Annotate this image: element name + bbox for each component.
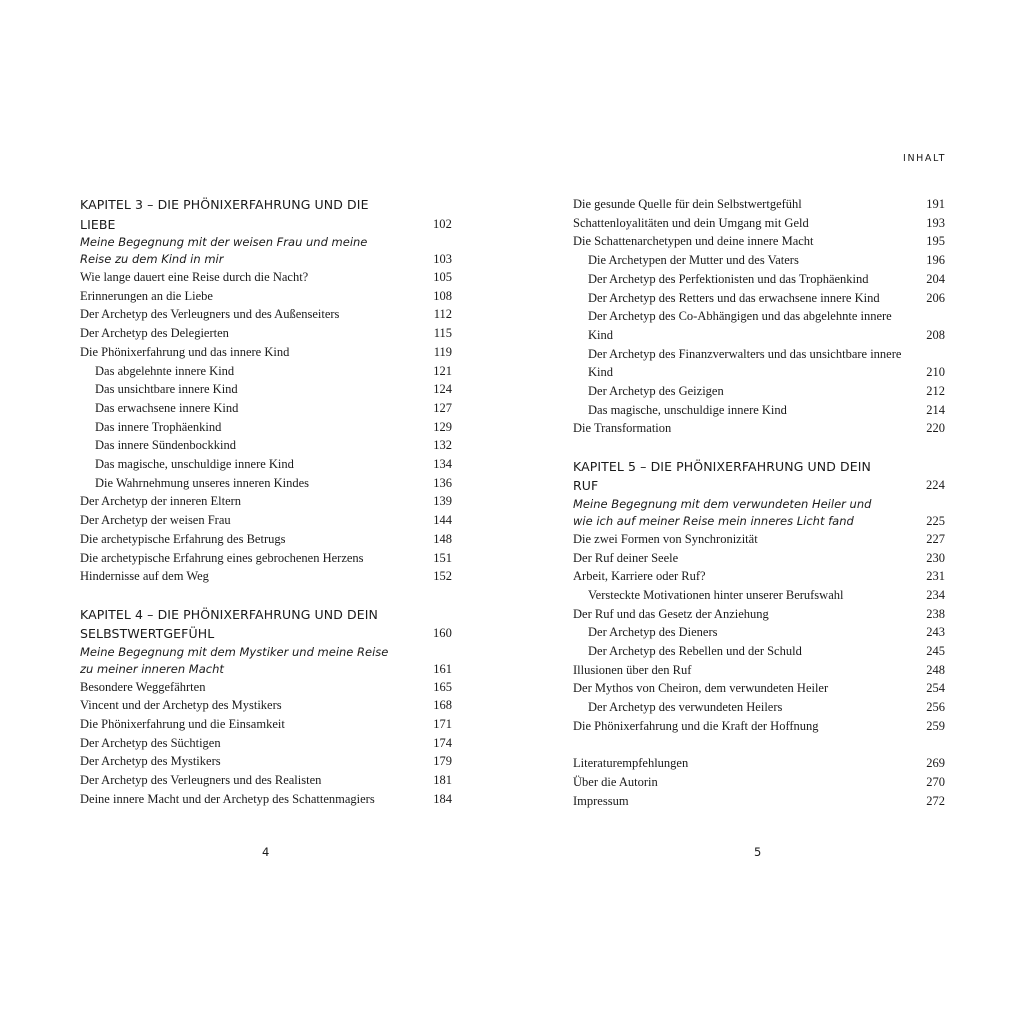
chapter-subtitle[interactable] xyxy=(80,644,452,678)
entry-title: Die Transformation xyxy=(573,421,672,436)
running-head: INHALT xyxy=(903,153,946,164)
toc-entry[interactable] xyxy=(573,214,945,233)
entry-page-number: 127 xyxy=(433,400,452,415)
entry-title: Der Mythos von Cheiron, dem verwundeten Heiler xyxy=(573,681,829,696)
toc-entry[interactable] xyxy=(573,419,945,438)
entry-page-number: 161 xyxy=(433,661,452,676)
entry-page-number: 160 xyxy=(432,626,452,641)
entry-page-number: 214 xyxy=(926,402,945,417)
toc-subentry[interactable] xyxy=(573,401,945,420)
entry-title: Illusionen über den Ruf xyxy=(573,662,692,677)
toc-subentry[interactable] xyxy=(80,362,452,381)
toc-entry[interactable] xyxy=(80,343,452,362)
toc-subentry[interactable] xyxy=(573,698,945,717)
toc-entry[interactable] xyxy=(573,530,945,549)
page-number-right: 5 xyxy=(754,845,762,859)
entry-page-number: 103 xyxy=(433,252,452,266)
toc-entry[interactable] xyxy=(80,324,452,343)
entry-title: Der Ruf deiner Seele xyxy=(573,550,679,565)
chapter-heading[interactable] xyxy=(80,195,452,234)
entry-title: Das magische, unschuldige innere Kind xyxy=(588,402,787,417)
toc-entry[interactable] xyxy=(80,492,452,511)
entry-page-number: 102 xyxy=(432,216,452,231)
entry-title: Das abgelehnte innere Kind xyxy=(95,363,235,378)
toc-entry[interactable] xyxy=(573,661,945,680)
toc-subentry[interactable] xyxy=(573,642,945,661)
entry-title: Der Archetyp des verwundeten Heilers xyxy=(588,700,783,715)
entry-title: Der Archetyp des Verleugners und des Realisten xyxy=(80,773,322,788)
entry-title: Das erwachsene innere Kind xyxy=(95,400,239,415)
toc-entry[interactable] xyxy=(573,567,945,586)
toc-entry[interactable] xyxy=(80,287,452,306)
entry-title: Die Phönixerfahrung und die Kraft der Hoffnung xyxy=(573,718,819,733)
entry-page-number: 269 xyxy=(926,756,945,771)
toc-entry[interactable] xyxy=(573,679,945,698)
entry-page-number: 124 xyxy=(433,382,452,397)
entry-page-number: 195 xyxy=(926,234,945,249)
entry-title: Der Archetyp der inneren Eltern xyxy=(80,494,242,509)
entry-page-number: 270 xyxy=(926,774,945,789)
entry-title: Die archetypische Erfahrung eines gebrochenen Herzens xyxy=(80,550,364,565)
toc-entry[interactable] xyxy=(573,773,945,792)
chapter-subtitle[interactable] xyxy=(80,234,452,268)
entry-page-number: 272 xyxy=(926,793,945,808)
entry-page-number: 144 xyxy=(433,513,452,528)
toc-entry[interactable] xyxy=(80,305,452,324)
entry-page-number: 105 xyxy=(433,270,452,284)
entry-page-number: 196 xyxy=(926,253,945,268)
entry-page-number: 174 xyxy=(433,735,452,750)
toc-entry[interactable] xyxy=(80,715,452,734)
entry-title: Der Archetyp des Verleugners und des Außenseiters xyxy=(80,307,340,322)
entry-title: Impressum xyxy=(573,793,629,808)
toc-entry[interactable] xyxy=(80,752,452,771)
toc-subentry[interactable] xyxy=(80,436,452,455)
toc-entry[interactable] xyxy=(573,792,945,811)
entry-page-number: 234 xyxy=(926,587,945,602)
entry-page-number: 139 xyxy=(433,494,452,509)
entry-title: Besondere Weggefährten xyxy=(80,679,206,694)
entry-title: Schattenloyalitäten und dein Umgang mit Geld xyxy=(573,215,809,230)
entry-page-number: 165 xyxy=(433,679,452,694)
entry-page-number: 191 xyxy=(926,197,945,211)
entry-page-number: 245 xyxy=(926,644,945,659)
entry-page-number: 212 xyxy=(926,384,945,399)
entry-title: Meine Begegnung mit dem verwundeten Heiler und wie ich auf meiner Reise mein inneres Licht fand xyxy=(573,496,872,528)
entry-page-number: 184 xyxy=(433,791,452,806)
entry-page-number: 210 xyxy=(926,365,945,380)
entry-title: Die Wahrnehmung unseres inneren Kindes xyxy=(95,475,309,490)
toc-entry[interactable] xyxy=(80,530,452,549)
entry-page-number: 132 xyxy=(433,438,452,453)
entry-title: Der Archetyp des Dieners xyxy=(588,625,718,640)
section-spacer xyxy=(80,586,452,605)
entry-title: Meine Begegnung mit dem Mystiker und meine Reise zu meiner inneren Macht xyxy=(80,644,389,676)
toc-entry[interactable] xyxy=(573,549,945,568)
entry-page-number: 238 xyxy=(926,606,945,621)
entry-page-number: 168 xyxy=(433,698,452,713)
entry-title: Der Archetyp des Perfektionisten und das Trophäenkind xyxy=(588,271,869,286)
entry-title: Deine innere Macht und der Archetyp des Schattenmagiers xyxy=(80,791,375,806)
toc-subentry[interactable] xyxy=(573,289,945,308)
toc-subentry[interactable] xyxy=(80,399,452,418)
entry-title: Vincent und der Archetyp des Mystikers xyxy=(80,698,282,713)
entry-title: Der Archetyp des Retters und das erwachsene innere Kind xyxy=(588,290,880,305)
entry-title: Der Archetyp des Mystikers xyxy=(80,754,221,769)
entry-title: Die gesunde Quelle für dein Selbstwertgefühl xyxy=(573,197,802,211)
toc-column-right xyxy=(573,195,945,810)
entry-title: Der Archetyp des Co-Abhängigen und das abgelehnte innere Kind xyxy=(588,309,892,342)
entry-page-number: 220 xyxy=(926,421,945,436)
entry-title: Der Archetyp der weisen Frau xyxy=(80,513,231,528)
entry-page-number: 115 xyxy=(433,326,452,341)
toc-subentry[interactable] xyxy=(573,345,945,382)
toc-entry[interactable] xyxy=(80,696,452,715)
toc-entry[interactable] xyxy=(573,754,945,773)
entry-page-number: 121 xyxy=(433,363,452,378)
entry-title: Der Archetyp des Rebellen und der Schuld xyxy=(588,644,802,659)
entry-title: Der Ruf und das Gesetz der Anziehung xyxy=(573,606,769,621)
entry-page-number: 193 xyxy=(926,215,945,230)
entry-page-number: 181 xyxy=(433,773,452,788)
toc-entry[interactable] xyxy=(80,790,452,809)
entry-page-number: 206 xyxy=(926,290,945,305)
entry-title: Die archetypische Erfahrung des Betrugs xyxy=(80,531,286,546)
entry-page-number: 119 xyxy=(433,344,452,359)
entry-page-number: 225 xyxy=(926,513,945,528)
entry-title: KAPITEL 4 – DIE PHÖNIXERFAHRUNG UND DEIN SELBSTWERTGEFÜHL xyxy=(80,606,379,642)
entry-title: Das innere Sündenbockkind xyxy=(95,438,236,453)
entry-title: Literaturempfehlungen xyxy=(573,756,689,771)
toc-subentry[interactable] xyxy=(573,251,945,270)
entry-title: Versteckte Motivationen hinter unserer Berufswahl xyxy=(588,587,844,602)
toc-entry[interactable] xyxy=(573,232,945,251)
entry-title: Der Archetyp des Geizigen xyxy=(588,384,724,399)
toc-entry[interactable] xyxy=(573,195,945,214)
entry-title: Das unsichtbare innere Kind xyxy=(95,382,238,397)
entry-page-number: 259 xyxy=(926,718,945,733)
entry-page-number: 129 xyxy=(433,419,452,434)
entry-page-number: 208 xyxy=(926,327,945,342)
toc-subentry[interactable] xyxy=(573,623,945,642)
entry-title: Der Archetyp des Delegierten xyxy=(80,326,229,341)
section-spacer xyxy=(573,438,945,457)
entry-title: Die Schattenarchetypen und deine innere Macht xyxy=(573,234,814,249)
entry-title: Der Archetyp des Süchtigen xyxy=(80,735,221,750)
entry-page-number: 204 xyxy=(926,271,945,286)
toc-subentry[interactable] xyxy=(573,586,945,605)
toc-entry[interactable] xyxy=(80,549,452,568)
toc-entry[interactable] xyxy=(80,771,452,790)
toc-entry[interactable] xyxy=(573,605,945,624)
entry-title: Die Phönixerfahrung und das innere Kind xyxy=(80,344,290,359)
entry-title: Die Archetypen der Mutter und des Vaters xyxy=(588,253,799,268)
entry-page-number: 224 xyxy=(925,478,945,493)
entry-page-number: 152 xyxy=(433,569,452,584)
entry-page-number: 231 xyxy=(926,569,945,584)
entry-title: Erinnerungen an die Liebe xyxy=(80,288,213,303)
entry-page-number: 230 xyxy=(926,550,945,565)
entry-title: Das innere Trophäenkind xyxy=(95,419,222,434)
entry-page-number: 134 xyxy=(433,457,452,472)
entry-page-number: 148 xyxy=(433,531,452,546)
toc-subentry[interactable] xyxy=(573,382,945,401)
toc-column-left xyxy=(80,195,452,809)
toc-subentry[interactable] xyxy=(80,455,452,474)
entry-title: Hindernisse auf dem Weg xyxy=(80,569,209,584)
chapter-heading[interactable] xyxy=(80,605,452,644)
entry-title: KAPITEL 5 – DIE PHÖNIXERFAHRUNG UND DEIN RUF xyxy=(573,458,872,494)
entry-page-number: 108 xyxy=(433,288,452,303)
toc-subentry[interactable] xyxy=(80,418,452,437)
entry-title: Das magische, unschuldige innere Kind xyxy=(95,457,294,472)
entry-title: Arbeit, Karriere oder Ruf? xyxy=(573,569,706,584)
entry-title: KAPITEL 3 – DIE PHÖNIXERFAHRUNG UND DIE LIEBE xyxy=(80,197,369,232)
entry-page-number: 179 xyxy=(433,754,452,769)
toc-subentry[interactable] xyxy=(80,474,452,493)
entry-page-number: 227 xyxy=(926,531,945,546)
chapter-heading[interactable] xyxy=(573,457,945,496)
entry-page-number: 171 xyxy=(433,717,452,732)
entry-page-number: 151 xyxy=(433,550,452,565)
entry-title: Über die Autorin xyxy=(573,774,658,789)
toc-subentry[interactable] xyxy=(573,307,945,344)
entry-page-number: 112 xyxy=(433,307,452,322)
entry-title: Wie lange dauert eine Reise durch die Nacht? xyxy=(80,270,309,284)
entry-page-number: 243 xyxy=(926,625,945,640)
toc-subentry[interactable] xyxy=(573,270,945,289)
toc-entry[interactable] xyxy=(80,678,452,697)
toc-entry[interactable] xyxy=(80,268,452,287)
entry-page-number: 254 xyxy=(926,681,945,696)
toc-entry[interactable] xyxy=(80,511,452,530)
section-spacer xyxy=(573,736,945,755)
toc-subentry[interactable] xyxy=(80,380,452,399)
toc-entry[interactable] xyxy=(573,717,945,736)
entry-page-number: 136 xyxy=(433,475,452,490)
toc-entry[interactable] xyxy=(80,567,452,586)
chapter-subtitle[interactable] xyxy=(573,496,945,530)
page-number-left: 4 xyxy=(262,845,270,859)
entry-title: Der Archetyp des Finanzverwalters und das unsichtbare innere Kind xyxy=(588,346,902,380)
toc-entry[interactable] xyxy=(80,734,452,753)
entry-title: Die zwei Formen von Synchronizität xyxy=(573,531,758,546)
entry-title: Meine Begegnung mit der weisen Frau und meine Reise zu dem Kind in mir xyxy=(80,235,368,266)
entry-title: Die Phönixerfahrung und die Einsamkeit xyxy=(80,717,285,732)
entry-page-number: 256 xyxy=(926,700,945,715)
entry-page-number: 248 xyxy=(926,662,945,677)
